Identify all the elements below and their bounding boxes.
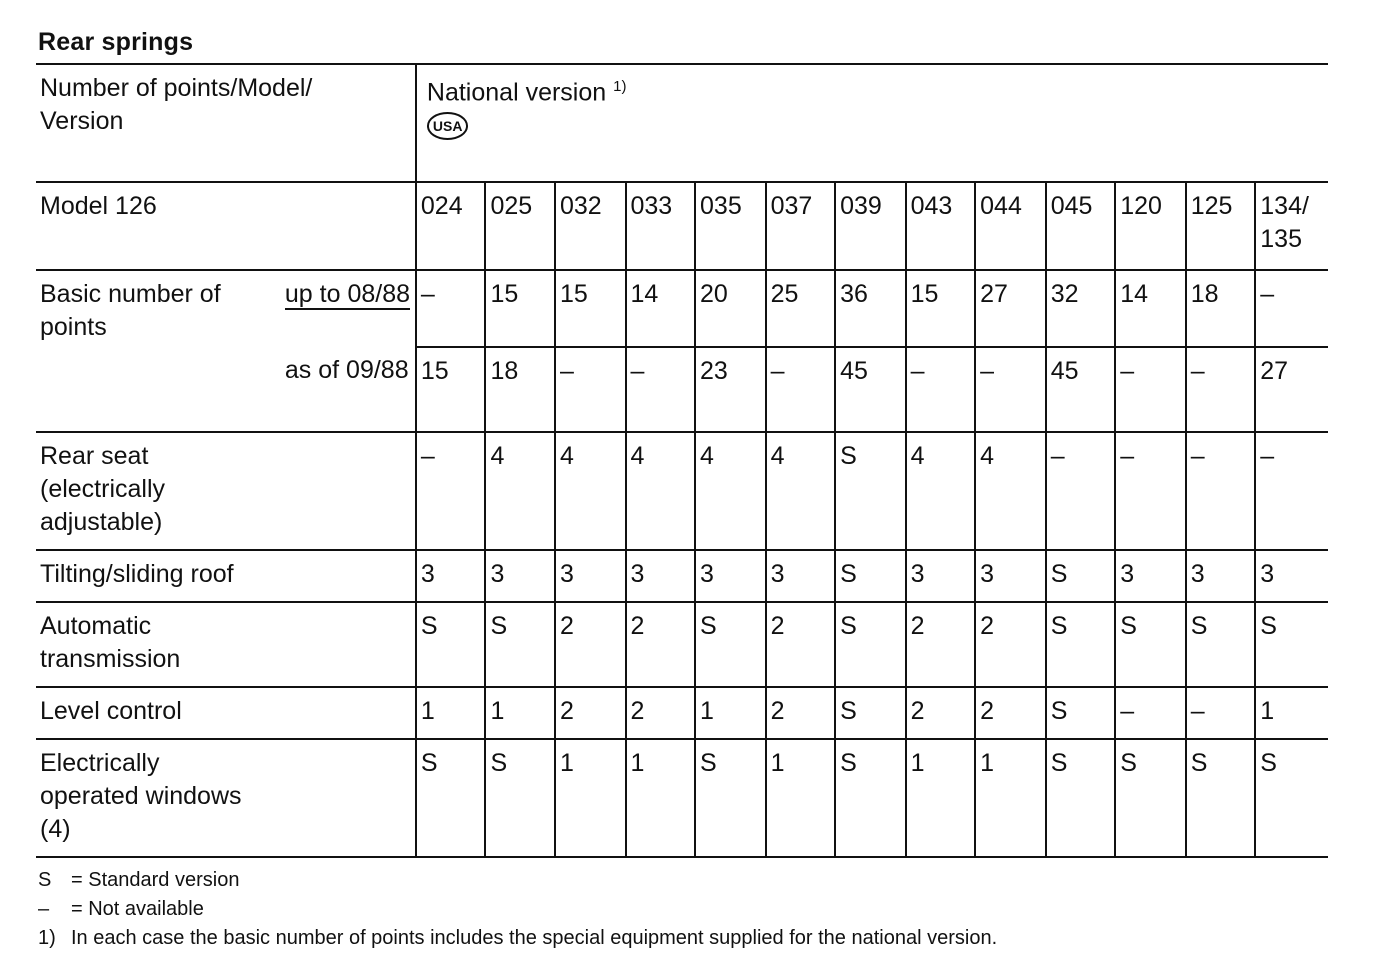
equipment-row (36, 602, 1328, 687)
footnote-row (38, 866, 997, 895)
model-code (835, 182, 906, 270)
equipment-value (1255, 687, 1328, 739)
model-code-text: 134/ 135 (1260, 192, 1309, 253)
equipment-value-text: S (700, 612, 717, 640)
equipment-value-text: 3 (1190, 560, 1205, 588)
equipment-value (1186, 739, 1256, 857)
points-value-text: 27 (980, 280, 1008, 308)
equipment-value-text: S (1050, 612, 1068, 640)
equipment-value-text: 2 (559, 697, 574, 725)
footnote-text: = Standard version (71, 869, 240, 891)
model-code-text: 125 (1190, 192, 1233, 220)
equipment-value-text: 1 (1260, 697, 1275, 725)
points-value (555, 270, 626, 347)
equipment-value-text: S (420, 749, 438, 777)
equipment-value-text: S (1120, 612, 1137, 640)
model-code-text: 039 (840, 192, 882, 220)
header-row (36, 64, 1328, 182)
points-value (1046, 347, 1116, 432)
points-value-text: – (1260, 280, 1275, 308)
equipment-value-text: 3 (559, 560, 574, 588)
equipment-value-text: S (840, 612, 857, 640)
model-code-text: 033 (630, 192, 673, 220)
equipment-value (1255, 432, 1328, 550)
equipment-value-text: 1 (630, 749, 645, 777)
equipment-value-text: 3 (1120, 560, 1135, 588)
equipment-value (695, 432, 766, 550)
equipment-value (695, 739, 766, 857)
equipment-value-text: 1 (770, 749, 785, 777)
model-code-text: 037 (770, 192, 813, 220)
equipment-value-text: 2 (980, 697, 995, 725)
equipment-value (416, 432, 486, 550)
equipment-value (485, 602, 555, 687)
equipment-value (1186, 550, 1256, 602)
equipment-value-text: 4 (559, 442, 574, 470)
points-value (416, 270, 486, 347)
equipment-value-text: 2 (630, 612, 645, 640)
equipment-label-text: Tilting/sliding roof (40, 560, 234, 588)
equipment-value-text: S (1260, 749, 1277, 777)
equipment-value-text: 4 (980, 442, 995, 470)
equipment-value-text: – (1050, 442, 1065, 470)
period-label-text: up to 08/88 (284, 280, 411, 308)
equipment-label (36, 739, 416, 857)
row-label-header (36, 64, 416, 182)
equipment-value (626, 432, 696, 550)
points-value-text: 14 (630, 280, 659, 308)
equipment-value (766, 687, 836, 739)
equipment-value-text: 4 (490, 442, 505, 470)
equipment-value (485, 432, 555, 550)
period-label (285, 347, 416, 432)
points-value-text: 15 (420, 357, 449, 385)
equipment-value-text: – (1190, 442, 1205, 470)
equipment-value-text: 3 (1260, 560, 1275, 588)
equipment-value (1186, 602, 1256, 687)
equipment-value (1046, 739, 1116, 857)
footnote-key: S (38, 869, 52, 891)
model-code (1046, 182, 1116, 270)
equipment-value-text: 3 (770, 560, 785, 588)
equipment-value-text: 1 (490, 697, 505, 725)
points-value (626, 347, 696, 432)
points-value-text: – (1120, 357, 1135, 385)
model-code-text: 025 (490, 192, 533, 220)
equipment-value-text: 2 (770, 612, 785, 640)
equipment-value-text: – (1120, 697, 1135, 725)
equipment-value (416, 550, 486, 602)
equipment-value (416, 687, 486, 739)
page-title: Rear springs (38, 28, 194, 56)
points-value-text: 45 (1050, 357, 1079, 385)
equipment-value-text: S (1120, 749, 1137, 777)
equipment-value-text: S (840, 749, 857, 777)
equipment-value (1046, 550, 1116, 602)
equipment-label (36, 550, 416, 602)
equipment-value (975, 432, 1046, 550)
equipment-value (766, 550, 836, 602)
points-value-text: 20 (700, 280, 728, 308)
points-value-text: 18 (1190, 280, 1219, 308)
points-value-text: 36 (840, 280, 868, 308)
equipment-value (416, 739, 486, 857)
equipment-row (36, 739, 1328, 857)
equipment-value-text: S (1050, 697, 1068, 725)
points-value (906, 347, 976, 432)
equipment-value (975, 550, 1046, 602)
points-value (1115, 270, 1186, 347)
equipment-value (975, 602, 1046, 687)
equipment-value (1186, 432, 1256, 550)
equipment-value (835, 602, 906, 687)
points-value-text: – (980, 357, 995, 385)
equipment-value (906, 602, 976, 687)
equipment-value-text: S (1050, 560, 1068, 588)
points-value (485, 270, 555, 347)
equipment-value (906, 432, 976, 550)
points-value-text: 14 (1120, 280, 1149, 308)
equipment-value-text: 1 (700, 697, 714, 725)
points-value (695, 270, 766, 347)
points-value-text: – (910, 357, 925, 385)
usa-badge-icon: USA (427, 112, 469, 140)
equipment-value-text: 4 (630, 442, 645, 470)
model-code-text: 120 (1120, 192, 1162, 220)
footnote-key: 1) (38, 927, 56, 949)
model-code (485, 182, 555, 270)
equipment-value (1046, 602, 1116, 687)
equipment-label-text: Level control (40, 697, 182, 725)
basic-points-label-text: Basic number of points (40, 280, 221, 341)
model-code (975, 182, 1046, 270)
equipment-value-text: S (420, 612, 438, 640)
equipment-value-text: S (840, 560, 857, 588)
model-code (766, 182, 836, 270)
equipment-value-text: – (1120, 442, 1135, 470)
header-row-label: Number of points/Model/ Version (40, 74, 313, 135)
model-row (36, 182, 1328, 270)
equipment-value (555, 687, 626, 739)
equipment-value (975, 739, 1046, 857)
equipment-value-text: 1 (559, 749, 574, 777)
equipment-value (485, 550, 555, 602)
equipment-value-text: 2 (980, 612, 995, 640)
equipment-value-text: 4 (910, 442, 925, 470)
equipment-value (626, 739, 696, 857)
model-code-text: 032 (559, 192, 602, 220)
equipment-value (555, 739, 626, 857)
equipment-value-text: 3 (700, 560, 714, 588)
footnote-key: – (38, 898, 50, 920)
points-value-text: – (770, 357, 785, 385)
points-value-text: – (1190, 357, 1205, 385)
equipment-value (695, 687, 766, 739)
equipment-label-text: Electrically operated windows (4) (40, 749, 242, 843)
equipment-value-text: – (1260, 442, 1275, 470)
points-value (416, 347, 486, 432)
points-value-text: 18 (490, 357, 519, 385)
equipment-value (555, 432, 626, 550)
points-value-text: 32 (1050, 280, 1079, 308)
equipment-value (835, 432, 906, 550)
points-value-text: 45 (840, 357, 868, 385)
equipment-value-text: 2 (559, 612, 574, 640)
equipment-value (1255, 602, 1328, 687)
equipment-value (835, 739, 906, 857)
equipment-value-text: S (1260, 612, 1277, 640)
equipment-value-text: 2 (630, 697, 645, 725)
equipment-value (695, 550, 766, 602)
equipment-value-text: 3 (630, 560, 645, 588)
points-value-text: 15 (910, 280, 939, 308)
equipment-value-text: S (1190, 749, 1208, 777)
equipment-label (36, 687, 416, 739)
model-code (906, 182, 976, 270)
equipment-value (835, 687, 906, 739)
model-code (695, 182, 766, 270)
equipment-value (835, 550, 906, 602)
equipment-value-text: 2 (770, 697, 785, 725)
footnote-row (38, 895, 997, 924)
model-code (1255, 182, 1328, 270)
equipment-row (36, 432, 1328, 550)
model-row-label-text: Model 126 (40, 192, 157, 220)
equipment-value (906, 687, 976, 739)
equipment-value (906, 739, 976, 857)
points-value (906, 270, 976, 347)
equipment-value-text: 1 (910, 749, 925, 777)
equipment-value (555, 602, 626, 687)
basic-points-row (36, 270, 1328, 347)
equipment-value (1115, 602, 1186, 687)
model-code (1115, 182, 1186, 270)
equipment-value (416, 602, 486, 687)
model-code (626, 182, 696, 270)
equipment-value-text: – (420, 442, 435, 470)
model-code (1186, 182, 1256, 270)
equipment-value-text: 3 (420, 560, 435, 588)
equipment-value (555, 550, 626, 602)
equipment-value (766, 739, 836, 857)
equipment-value-text: 2 (910, 612, 925, 640)
points-value-text: – (630, 357, 645, 385)
model-code-text: 044 (980, 192, 1022, 220)
national-version-label: National version (426, 78, 607, 107)
points-value (626, 270, 696, 347)
model-code (555, 182, 626, 270)
model-row-label (36, 182, 416, 270)
points-value (835, 347, 906, 432)
equipment-value-text: S (840, 697, 857, 725)
footnotes (38, 866, 997, 953)
model-code-text: 043 (910, 192, 953, 220)
points-value (1046, 270, 1116, 347)
equipment-value-text: 4 (700, 442, 714, 470)
national-version-cell (416, 64, 1328, 182)
equipment-value-text: 3 (910, 560, 925, 588)
equipment-value-text: 2 (910, 697, 925, 725)
equipment-value-text: S (840, 442, 857, 470)
equipment-row (36, 550, 1328, 602)
footnote-text: In each case the basic number of points includes the special equipment supplied for the national version. (71, 927, 998, 949)
points-value-text: – (420, 280, 435, 308)
national-version-footnote-marker: 1) (613, 78, 627, 95)
equipment-value-text: S (1190, 612, 1208, 640)
points-value (1255, 347, 1328, 432)
equipment-value-text: S (490, 749, 508, 777)
points-value (555, 347, 626, 432)
equipment-value (485, 739, 555, 857)
equipment-value (626, 687, 696, 739)
equipment-value-text: S (700, 749, 717, 777)
equipment-value (1115, 432, 1186, 550)
equipment-label (36, 432, 416, 550)
equipment-value-text: 1 (420, 697, 435, 725)
period-label-text: as of 09/88 (284, 356, 409, 384)
points-value-text: 27 (1260, 357, 1289, 385)
equipment-value (485, 687, 555, 739)
equipment-label-text: Rear seat (electrically adjustable) (40, 442, 166, 536)
equipment-value (975, 687, 1046, 739)
footnote-row (38, 924, 997, 953)
equipment-label-text: Automatic transmission (40, 612, 181, 673)
points-value (835, 270, 906, 347)
equipment-value (906, 550, 976, 602)
points-value-text: 15 (490, 280, 519, 308)
equipment-value (766, 432, 836, 550)
rear-springs-table (36, 63, 1328, 858)
points-value (766, 347, 836, 432)
equipment-label (36, 602, 416, 687)
points-value (766, 270, 836, 347)
equipment-value (1046, 687, 1116, 739)
points-value (975, 347, 1046, 432)
equipment-value (626, 602, 696, 687)
points-value (695, 347, 766, 432)
points-value (1186, 347, 1256, 432)
basic-points-label (36, 270, 285, 432)
points-value-text: 25 (770, 280, 799, 308)
model-code-text: 035 (700, 192, 742, 220)
points-value-text: 23 (700, 357, 728, 385)
equipment-value (1115, 550, 1186, 602)
equipment-value-text: – (1190, 697, 1205, 725)
equipment-value-text: 3 (490, 560, 505, 588)
equipment-value-text: 1 (980, 749, 995, 777)
footnote-text: = Not available (71, 898, 204, 920)
equipment-value (1115, 687, 1186, 739)
equipment-value-text: S (1050, 749, 1068, 777)
equipment-row (36, 687, 1328, 739)
equipment-value (766, 602, 836, 687)
points-value-text: – (559, 357, 574, 385)
points-value (1186, 270, 1256, 347)
equipment-value (695, 602, 766, 687)
equipment-value (626, 550, 696, 602)
points-value (975, 270, 1046, 347)
equipment-value (1186, 687, 1256, 739)
points-value-text: 15 (559, 280, 588, 308)
model-code-text: 024 (420, 192, 463, 220)
equipment-value-text: 3 (980, 560, 995, 588)
equipment-value (1255, 550, 1328, 602)
equipment-value (1255, 739, 1328, 857)
period-label (285, 270, 416, 347)
points-value (1115, 347, 1186, 432)
points-value (1255, 270, 1328, 347)
points-value (485, 347, 555, 432)
equipment-value (1046, 432, 1116, 550)
equipment-value (1115, 739, 1186, 857)
model-code (416, 182, 486, 270)
equipment-value-text: S (490, 612, 508, 640)
model-code-text: 045 (1050, 192, 1093, 220)
equipment-value-text: 4 (770, 442, 785, 470)
